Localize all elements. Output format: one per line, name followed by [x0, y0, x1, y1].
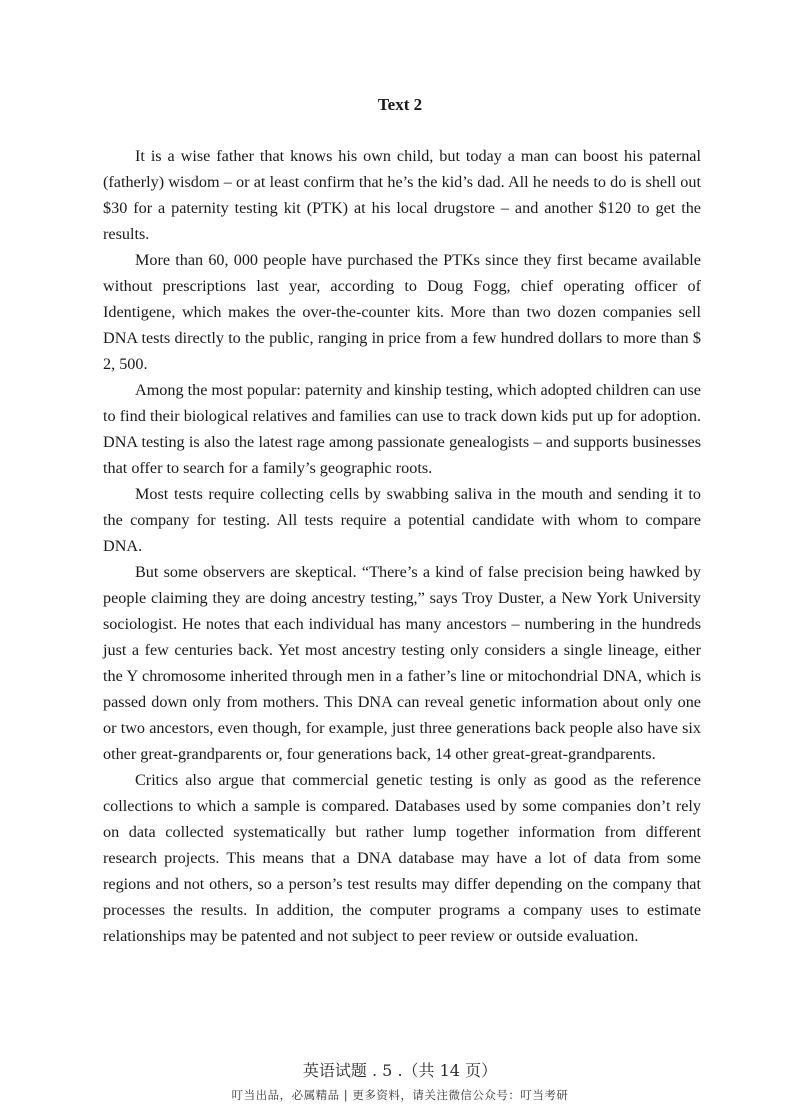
paragraph-1: It is a wise father that knows his own child, but today a man can boost his paternal (fatherly) wisdom – or at least confirm that he’s the kid’s dad. All he needs to do is shell out $30 for a paternity testing kit (PTK) at his local drugstore – and another $120 to get the results. [103, 147, 701, 243]
paragraph-3: Among the most popular: paternity and kinship testing, which adopted children can use to find their biological relatives and families can use to track down kids put up for adoption. DNA testing is also the latest rage among passionate genealogists – and supports businesses that offer to search for a family’s geographic roots. [103, 381, 701, 477]
paragraph-6: Critics also argue that commercial genetic testing is only as good as the reference collections to which a sample is compared. Databases used by some companies don’t rely on data collected systematically but rather lump together information from different research projects. This means that a DNA database may have a lot of data from some regions and not others, so a person’s test results may differ depending on the company that processes the results. In addition, the computer programs a company uses to estimate relationships may be patented and not subject to peer review or outside evaluation. [103, 771, 701, 945]
page-number-footer: 英语试题 . 5 .（共 14 页） [302, 1061, 498, 1080]
paragraph-5: But some observers are skeptical. “There’s a kind of false precision being hawked by people claiming they are doing ancestry testing,” says Troy Duster, a New York University sociologist. He notes that each individual has many ancestors – numbering in the hundreds just a few centuries back. Yet most ancestry testing only considers a single lineage, either the Y chromosome inherited through men in a father’s line or mitochondrial DNA, which is passed down only from mothers. This DNA can reveal genetic information about only one or two ancestors, even though, for example, just three generations back people also have six other great-grandparents or, four generations back, 14 other great-great-grandparents. [103, 563, 701, 763]
footer-promo-note: 叮当出品，必属精品 | 更多资料，请关注微信公众号：叮当考研 [231, 1088, 569, 1102]
page-title: Text 2 [377, 95, 423, 114]
paragraph-2: More than 60, 000 people have purchased the PTKs since they first became available without prescriptions last year, according to Doug Fogg, chief operating officer of Identigene, which makes the over-the-counter kits. More than two dozen companies sell DNA tests directly to the public, ranging in price from a few hundred dollars to more than $ 2, 500. [103, 251, 701, 373]
paragraph-4: Most tests require collecting cells by swabbing saliva in the mouth and sending it to the company for testing. All tests require a potential candidate with whom to compare DNA. [103, 485, 701, 555]
article-body [103, 143, 701, 949]
